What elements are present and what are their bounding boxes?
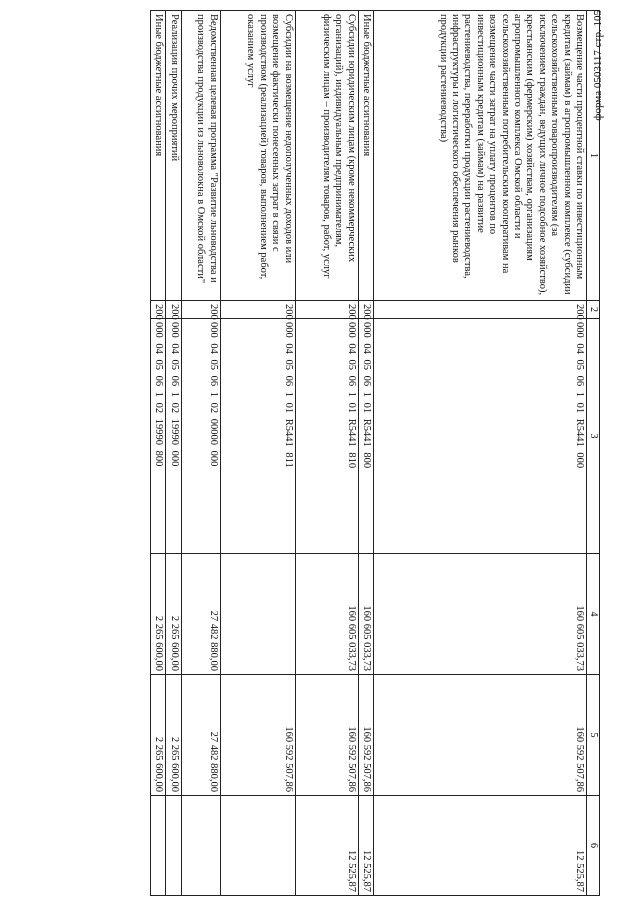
column-number-row [587,11,600,896]
column-number: 3 [587,319,600,554]
row-executed: 160 592 507,86 [374,675,587,796]
budget-table [150,10,600,896]
row-name: Субсидии юридическим лицам (кроме некоммерческих организаций), индивидуальным предпринимателям, физическим лицам – производителям товаров, работ, услуг [295,11,358,301]
row-approved: 2 265 600,00 [166,554,181,675]
column-number: 4 [587,554,600,675]
row-approved: 160 605 033,73 [295,554,358,675]
row-name: Субсидии на возмещение недополученных доходов или возмещение фактически понесенных затрат в связи с производством (реализацией) товаров, выполнением работ, оказанием услуг [220,11,295,301]
row-executed: 2 265 600,00 [150,675,165,796]
row-unexecuted [220,796,295,896]
row-unexecuted [181,796,220,896]
row-approved [220,554,295,675]
row-executed: 160 592 507,86 [220,675,295,796]
column-number: 1 [587,11,600,301]
row-name: Возмещение части процентной ставки по инвестиционным кредитам (займам) в агропромышленном комплексе (субсидии сельскохозяйственным товаропроизводителям (за исключением граждан, ведущих личное подсобное хозяйство), крестьянским (фермерским) хозяйствам, организациям агропромышленного комплекса Омской области и сельскохозяйственным потребительским кооперативам на возмещение части затрат на уплату процентов по инвестиционным кредитам (займам) на развитие растениеводства, переработки продукции растениеводства, инфраструктуры и логистического обеспечения рынков продукции растениеводства) [374,11,587,301]
row-budget-code: 000 04 05 06 1 02 00000 000 [181,319,220,554]
row-budget-code: 000 04 05 06 1 02 19990 800 [150,319,165,554]
row-name: Ведомственная целевая программа "Развитие льноводства и производства продукции из льноволокна в Омской области" [181,11,220,301]
row-line-code: 200 [220,301,295,319]
table-row [295,11,358,896]
column-number: 2 [587,301,600,319]
row-line-code: 200 [374,301,587,319]
row-unexecuted: 12 525,87 [374,796,587,896]
row-line-code: 200 [358,301,373,319]
table-row [166,11,181,896]
column-number: 5 [587,675,600,796]
row-approved: 27 482 880,00 [181,554,220,675]
form-header: форма 0503117 стр. 105 [592,10,604,121]
row-budget-code: 000 04 05 06 1 01 R5441 810 [295,319,358,554]
table-row [220,11,295,896]
row-budget-code: 000 04 05 06 1 01 R5441 811 [220,319,295,554]
rotated-table-container [70,10,600,895]
row-line-code: 200 [150,301,165,319]
row-approved: 2 265 600,00 [150,554,165,675]
table-row [358,11,373,896]
column-number: 6 [587,796,600,896]
row-name: Реализация прочих мероприятий [166,11,181,301]
row-line-code: 200 [166,301,181,319]
row-unexecuted: 12 525,87 [295,796,358,896]
row-approved: 160 605 033,73 [358,554,373,675]
table-row [181,11,220,896]
row-budget-code: 000 04 05 06 1 01 R5441 800 [358,319,373,554]
row-executed: 160 592 507,86 [295,675,358,796]
table-row [374,11,587,896]
row-executed: 27 482 880,00 [181,675,220,796]
row-budget-code: 000 04 05 06 1 01 R5441 000 [374,319,587,554]
table-row [150,11,165,896]
row-name: Иные бюджетные ассигнования [150,11,165,301]
row-unexecuted [150,796,165,896]
row-approved: 160 605 033,73 [374,554,587,675]
row-executed: 160 592 507,86 [358,675,373,796]
row-name: Иные бюджетные ассигнования [358,11,373,301]
row-line-code: 200 [295,301,358,319]
row-unexecuted: 12 525,87 [358,796,373,896]
row-unexecuted [166,796,181,896]
row-executed: 2 265 600,00 [166,675,181,796]
row-budget-code: 000 04 05 06 1 02 19990 000 [166,319,181,554]
row-line-code: 200 [181,301,220,319]
